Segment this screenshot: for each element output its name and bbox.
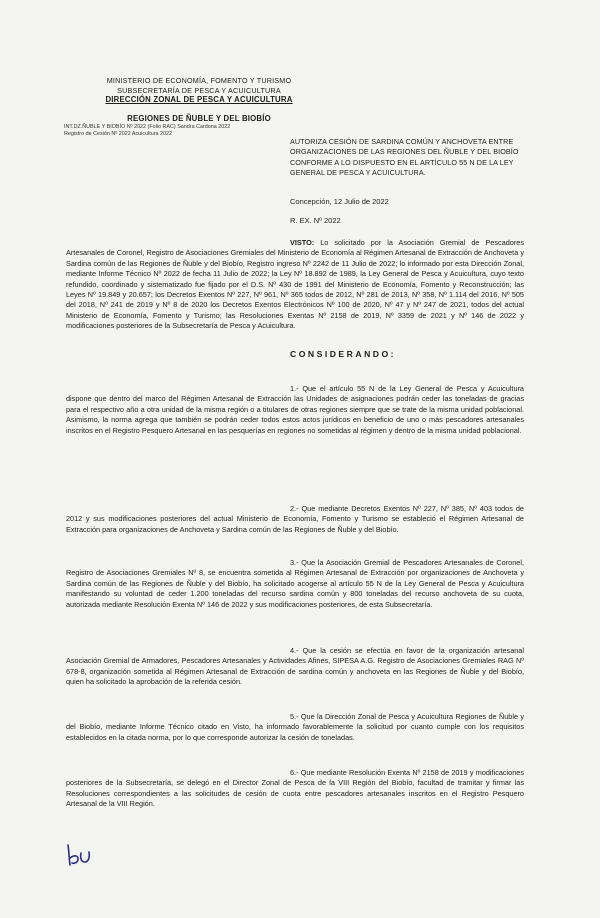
visto-paragraph: [66, 238, 524, 332]
ministry-name: MINISTERIO DE ECONOMÍA, FOMENTO Y TURISMO: [106, 76, 292, 85]
considerando-5: 5.- Que la Dirección Zonal de Pesca y Acuicultura Regiones de Ñuble y del Biobío, mediante Informe Técnico citado en Visto, ha informado favorablemente la solicitud por cuanto cumple con los requisitos establecidos en la citada norma, por lo que corresponde autorizar la cesión de toneladas.: [66, 712, 524, 742]
reference-block: [64, 124, 314, 138]
letterhead: [84, 76, 314, 123]
visto-label: VISTO:: [290, 238, 315, 247]
place-and-date: Concepción, 12 Julio de 2022: [290, 197, 389, 206]
resolution-number: R. EX. Nº 2022: [290, 216, 341, 225]
considerando-4: 4.- Que la cesión se efectúa en favor de la organización artesanal Asociación Gremial de Armadores, Pescadores Artesanales y Actividades Afines, SIPESA A.G. Registro de Asociaciones Gremiales RAG Nº 678-8, organización sometida al Régimen Artesanal de Extracción de sardina común y anchoveta en las Regiones de Ñuble y del Biobío, quien ha solicitado la aprobación de la referida cesión.: [66, 646, 524, 687]
considerando-1: 1.- Que el artículo 55 N de la Ley General de Pesca y Acuicultura dispone que dentro del marco del Régimen Artesanal de Extracción las Unidades de asignaciones podrán ceder las toneladas de gracias para el respectivo año a otra unidad de la misma región o a titulares de otras regiones siempre que se trate de la misma unidad poblacional. Asimismo, la norma agrega que también se podrán ceder todos estos actos jurídicos en beneficio de uno o más pescadores artesanales inscritos en el Registro Pesquero Artesanal en las pesquerías en regiones no sometidas al régimen y dentro de la misma unidad poblacional.: [66, 384, 524, 435]
reference-line-2: Registro de Cesión Nº 2022 Acuicultura 2022: [64, 131, 173, 137]
direccion-zonal-name: DIRECCIÓN ZONAL DE PESCA Y ACUICULTURA: [105, 95, 293, 105]
subsecretaria-name: SUBSECRETARÍA DE PESCA Y ACUICULTURA: [117, 85, 281, 95]
reference-line-1: INT.DZ.ÑUBLE Y BIOBÍO Nº 2022 (Folio RAC) Sandra Cardona 2022: [64, 124, 231, 130]
visto-text: Lo solicitado por la Asociación Gremial de Pescadores Artesanales de Coronel, Registro de Asociaciones Gremiales del Ministerio de Economía al Régimen Artesanal de Extracción de Anchoveta y Sardina común de las Regiones de Ñuble y del Biobío, Registro ingreso Nº 2242 de 11 Julio de 2022; lo informado por esta Dirección Zonal, mediante Informe Técnico Nº 2022 de fecha 11 Julio de 2022; la Ley Nº 18.892 de 1989, la Ley General de Pesca y Acuicultura, cuyo texto refundido, coordinado y sistematizado fue fijado por el D.S. Nº 430 de 1991 del Ministerio de Economía, Fomento y Reconstrucción; las Leyes Nº 19.849 y 20.657; los Decretos Exentos Nº 227, Nº 961, Nº 365 todos de 2012, Nº 281 de 2013, Nº 358, Nº 1.114 del 2016, Nº 505 del 2018, Nº 241 de 2019 y Nº 8 de 2020 los Decretos Exentos Electrónicos Nº 100 de 2020, Nº 47 y Nº 247 de 2021, todos del actual Ministerio de Economía, Fomento y Turismo; las Resoluciones Exentas Nº 2158 de 2019, Nº 3359 de 2021 y Nº 146 de 2022 y modificaciones posteriores de la Subsecretaría de Pesca y Acuicultura.: [66, 238, 525, 331]
considerando-heading: CONSIDERANDO:: [290, 349, 397, 359]
considerando-2: 2.- Que mediante Decretos Exentos Nº 227, Nº 385, Nº 403 todos de 2012 y sus modificaciones posteriores del actual Ministerio de Economía, Fomento y Turismo se estableció el Régimen Artesanal de Extracción para organizaciones de Anchoveta y Sardina común de las Regiones de Ñuble y del Biobío.: [66, 504, 524, 534]
resolution-subject: AUTORIZA CESIÓN DE SARDINA COMÚN Y ANCHOVETA ENTRE ORGANIZACIONES DE LAS REGIONES DEL ÑUBLE Y DEL BIOBÍO CONFORME A LO DISPUESTO EN EL ARTÍCULO 55 N DE LA LEY GENERAL DE PESCA Y ACUICULTURA.: [290, 137, 519, 178]
handwritten-initials-mark: [64, 842, 94, 868]
considerando-6: 6.- Que mediante Resolución Exenta Nº 2158 de 2019 y modificaciones posteriores de la Subsecretaría, se delegó en el Director Zonal de Pesca de la VIII Región del Biobío, facultad de tramitar y firmar las Resoluciones correspondientes a las solicitudes de cesión de cuota entre pescadores artesanales inscritos en el Registro Pesquero Artesanal de la VIII Región.: [66, 768, 524, 809]
considerando-3: 3.- Que la Asociación Gremial de Pescadores Artesanales de Coronel, Registro de Asociaciones Gremiales Nº 8, se encuentra sometida al Régimen Artesanal de Extracción por organizaciones de Anchoveta y Sardina común de las Regiones de Ñuble y del Biobío, ha solicitado acogerse al artículo 55 N de la Ley General de Pesca y Acuicultura manifestando su voluntad de ceder 1.200 toneladas del recurso sardina común y 800 toneladas del recurso anchoveta de su cuota, autorizada mediante Resolución Exenta Nº 146 de 2022 y sus modificaciones posteriores, de esta Subsecretaría.: [66, 558, 524, 609]
regiones-name: REGIONES DE ÑUBLE Y DEL BIOBÍO: [127, 113, 271, 123]
